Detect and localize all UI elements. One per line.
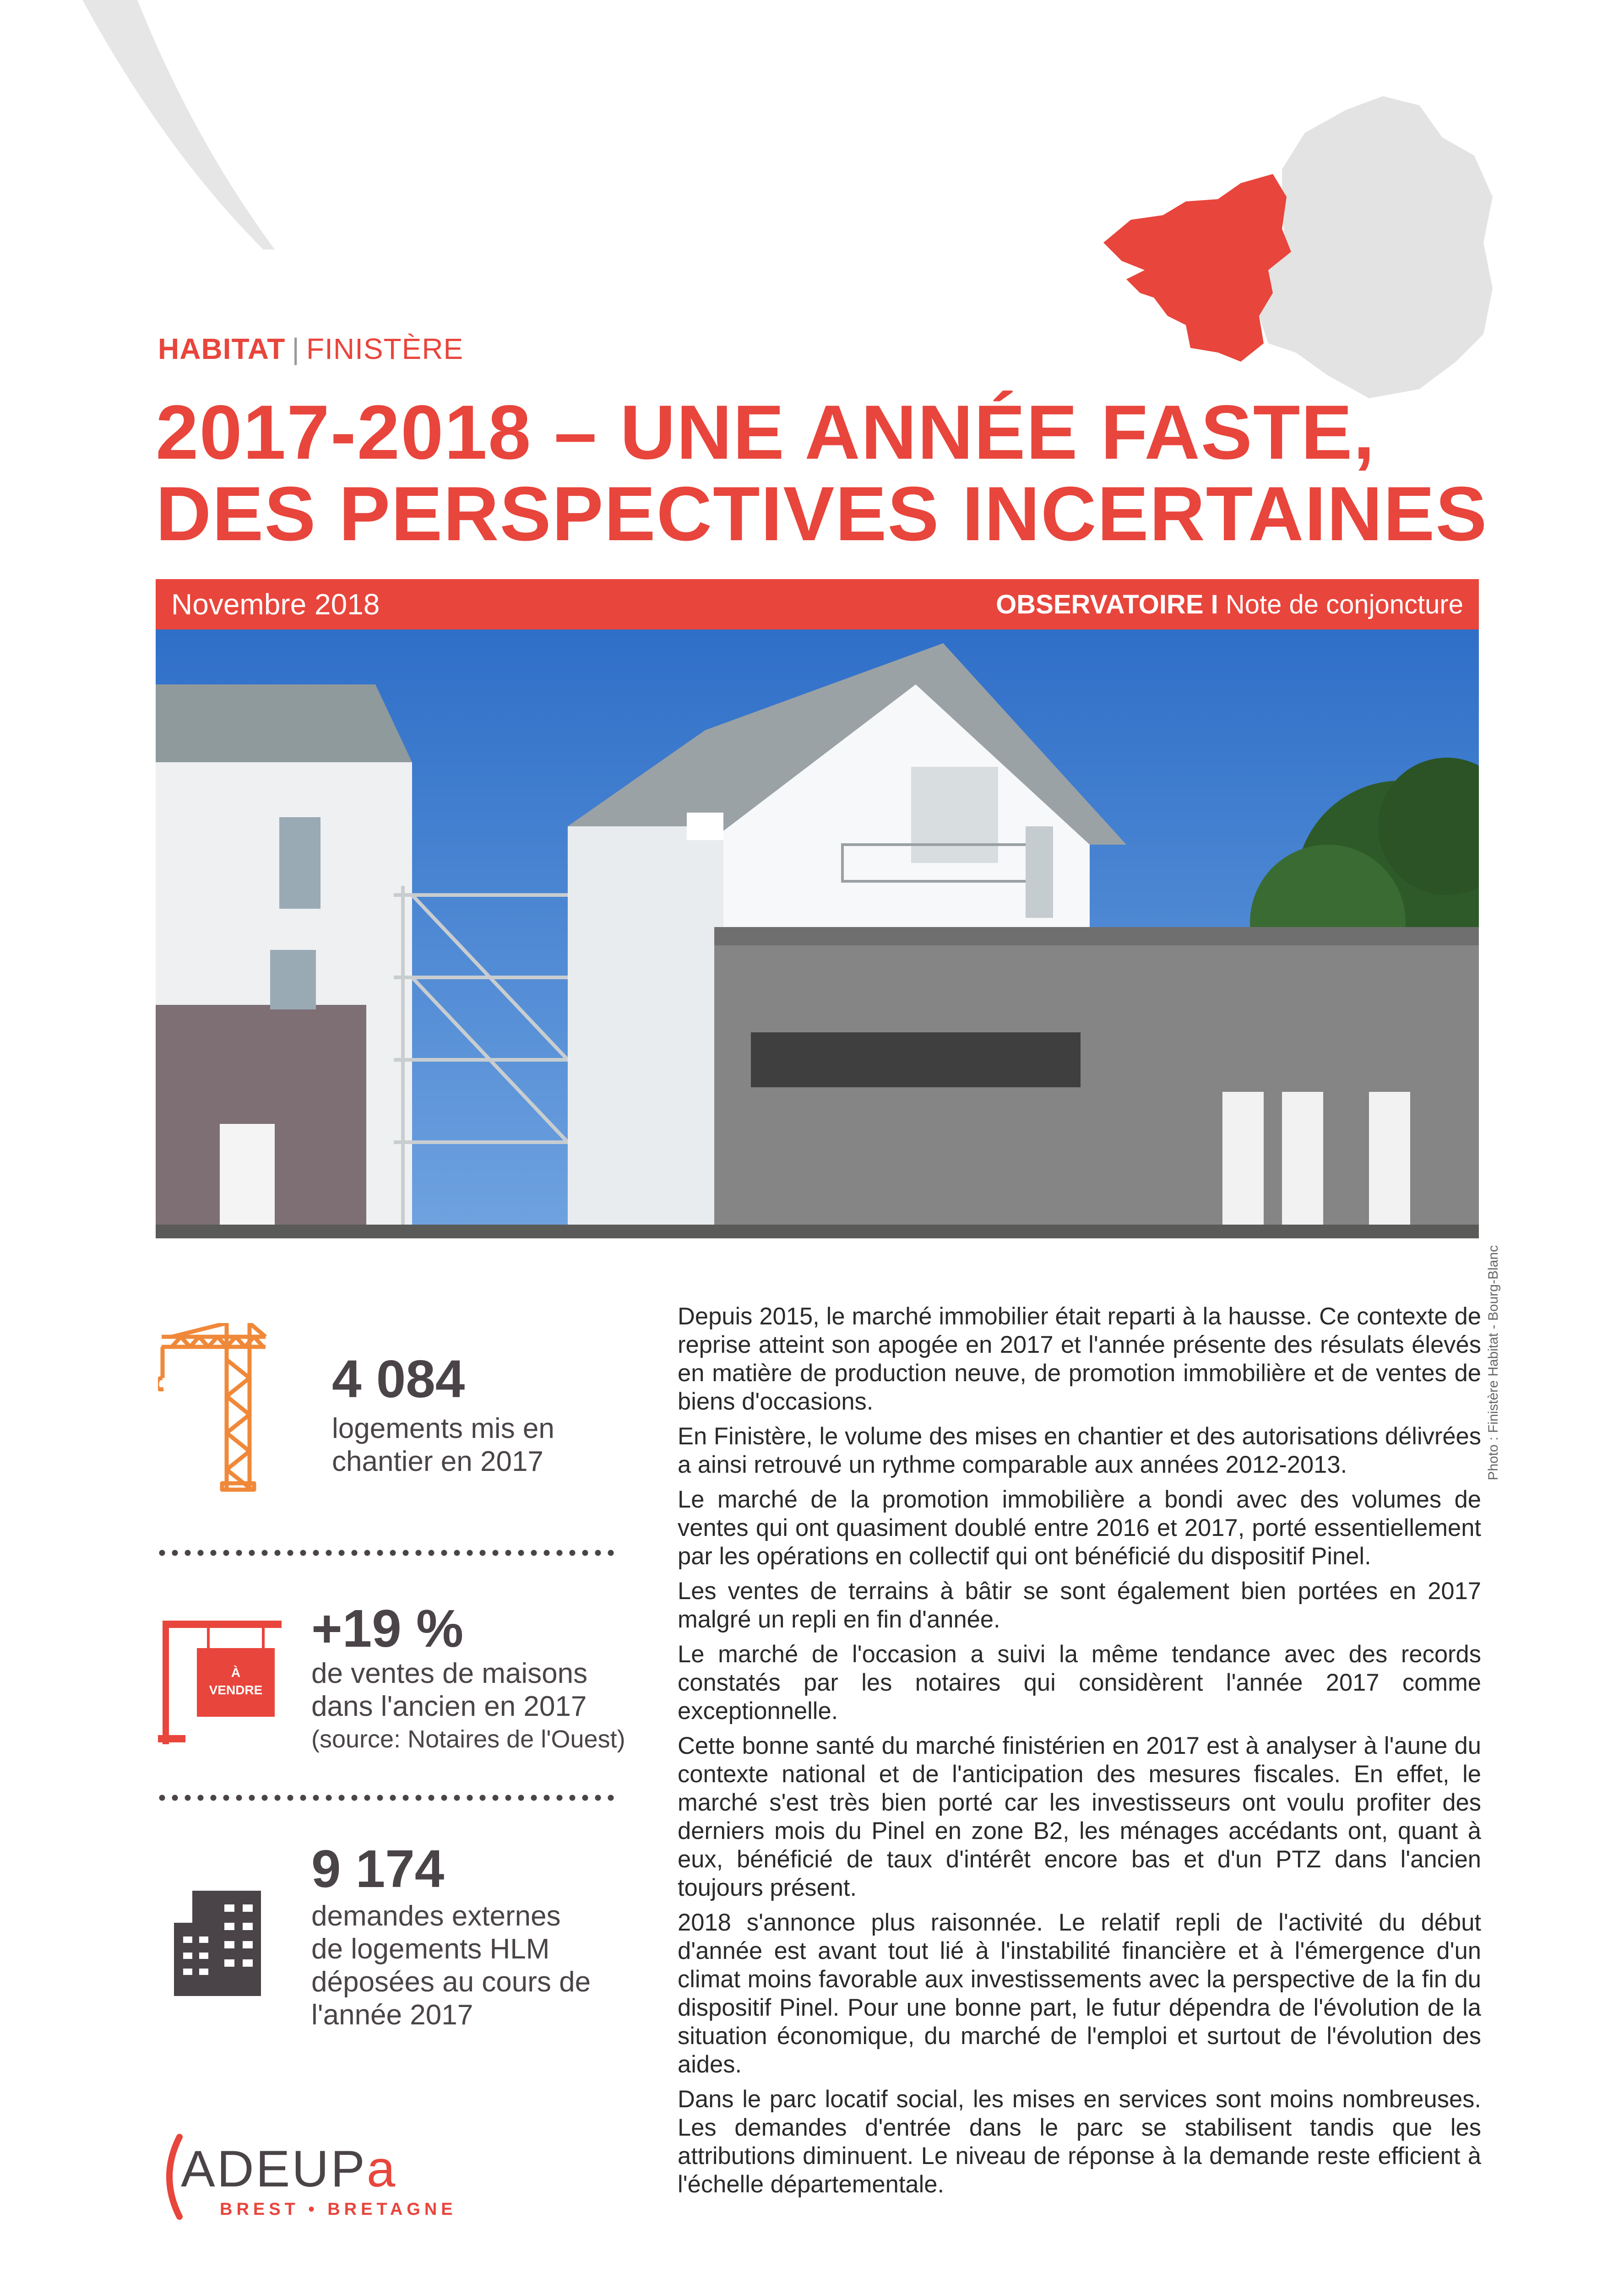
kicker-separator: | [292,332,300,365]
building-photo [156,629,1479,1238]
photo-credit [1486,1245,1504,1538]
stat-line: de ventes de maisons [311,1658,588,1689]
publication-section: OBSERVATOIRE I [996,590,1218,619]
adeupa-logo [156,2133,476,2220]
apartment-building-icon [174,1891,270,1996]
logo-wordmark [181,2142,397,2197]
logo-tagline: BREST • BRETAGNE [220,2200,457,2219]
publication-date: Novembre 2018 [171,588,380,621]
paragraph: Dans le parc locatif social, les mises en services sont moins nombreuses. Les demandes d'entrée dans le parc se stabilisent tandis que les attributions diminuent. Le niveau de réponse à la demande reste efficient à l'échelle départementale. [678,2086,1481,2198]
page-title [156,389,1529,557]
title-line-1: 2017-2018 – UNE ANNÉE FASTE, [156,389,1376,475]
stat-line: logements mis en [332,1413,554,1444]
stat-source: (source: Notaires de l'Ouest) [311,1725,625,1753]
logo-name-suffix: a [366,2140,397,2197]
stat-housing-starts-text [332,1412,554,1478]
paragraph: 2018 s'annonce plus raisonnée. Le relatif repli de l'activité du début d'année est avant tout lié à l'instabilité financière et à l'émergence d'un climat moins favorable aux investissements avec la perspective de la fin du dispositif Pinel. Pour une bonne part, le futur dépendra de l'évolution de la situation économique, du marché de l'emploi et surtout de l'évolution des aides. [678,1909,1481,2078]
paragraph: Depuis 2015, le marché immobilier était reparti à la hausse. Ce contexte de reprise atteint son apogée en 2017 et l'année présente des résulats élevés en matière de production neuve, de promotion immobilière et de ventes de biens d'occasions. [678,1303,1481,1415]
for-sale-sign-label [197,1664,275,1699]
stat-line: chantier en 2017 [332,1446,543,1477]
title-line-2: DES PERSPECTIVES INCERTAINES [156,471,1488,557]
sign-line-2: VENDRE [209,1683,263,1697]
stat-hlm-requests-text [311,1900,591,2032]
kicker-category: HABITAT [158,332,286,365]
stat-line: l'année 2017 [311,1999,473,2031]
dotted-divider [156,1550,618,1556]
decorative-swoosh [0,0,284,256]
publication-subsection: Note de conjoncture [1225,590,1463,619]
logo-name: ADEUP [181,2140,367,2197]
publication-type [996,589,1463,620]
stat-line: de logements HLM [311,1933,550,1965]
paragraph: Cette bonne santé du marché finistérien en 2017 est à analyser à l'aune du contexte national et de l'anticipation des mesures fiscales. En effet, le marché s'est très bien porté car les investisseurs ont voulu profiter des derniers mois du Pinel en zone B2, les ménages accédants ont, quant à eux, bénéficié de taux d'intérêt encore bas et d'un PTZ dans l'ancien toujours présent. [678,1732,1481,1901]
paragraph: Le marché de l'occasion a suivi la même tendance avec des records constatés par les notaires qui considèrent l'année 2017 comme exceptionnelle. [678,1641,1481,1725]
logo-bracket-icon [156,2133,183,2220]
sign-line-1: À [231,1665,241,1680]
crane-icon [158,1323,268,1492]
section-kicker [158,332,463,366]
stat-line: déposées au cours de [311,1966,591,1998]
paragraph: En Finistère, le volume des mises en chantier et des autorisations délivrées a ainsi retrouvé un rythme comparable aux années 2012-2013. [678,1423,1481,1478]
article-body [678,1302,1481,2205]
stat-house-sales-text [311,1657,587,1723]
paragraph: Le marché de la promotion immobilière a bondi avec des volumes de ventes qui ont quasiment doublé entre 2016 et 2017, porté essentiellement par les opérations en collectif qui ont bénéficié du dispositif Pinel. [678,1486,1481,1570]
stat-line: dans l'ancien en 2017 [311,1691,587,1722]
date-band [156,579,1479,629]
stat-house-sales-value: +19 % [311,1599,464,1658]
brittany-map-icon [1090,78,1502,407]
dotted-divider [156,1795,618,1801]
photo-credit-text: Photo : Finistère Habitat - Bourg-Blanc [1486,1245,1501,1481]
stat-housing-starts-value: 4 084 [332,1349,465,1409]
paragraph: Les ventes de terrains à bâtir se sont également bien portées en 2017 malgré un repli en fin d'année. [678,1578,1481,1633]
stat-hlm-requests-value: 9 174 [311,1839,445,1898]
stat-line: demandes externes [311,1900,561,1932]
kicker-region: FINISTÈRE [306,332,464,365]
